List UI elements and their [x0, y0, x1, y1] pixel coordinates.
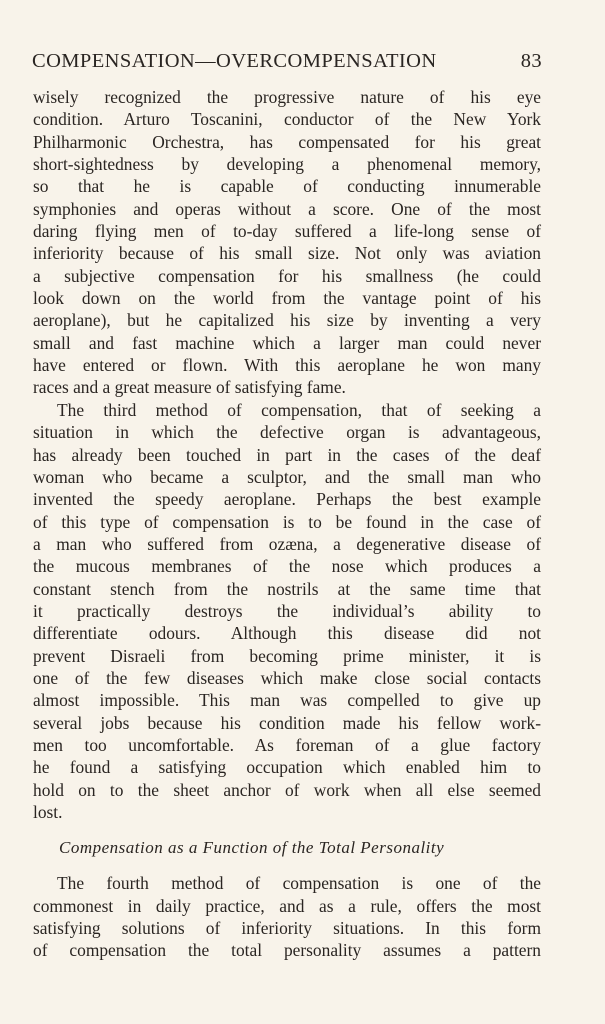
text-line: look down on the world from the vantage point of his [33, 288, 541, 309]
text-line: daring flying men of to-day suffered a life-long sense of [33, 221, 541, 242]
text-line: men too uncomfortable. As foreman of a glue factory [33, 734, 541, 755]
text-line: of compensation the total personality assumes a pattern [33, 940, 541, 961]
text-line: several jobs because his condition made his fellow work- [33, 712, 541, 733]
text-line: invented the speedy aeroplane. Perhaps the best example [33, 489, 541, 510]
text-line: commonest in daily practice, and as a rule, offers the most [33, 895, 541, 916]
text-line: one of the few diseases which make close social contacts [33, 667, 541, 688]
text-line: situation in which the defective organ is advantageous, [33, 422, 541, 443]
text-line: so that he is capable of conducting innumerable [33, 176, 541, 197]
text-line: symphonies and operas without a score. One of the most [33, 198, 541, 219]
paragraph [33, 399, 541, 824]
text-line: inferiority because of his small size. Not only was aviation [33, 243, 541, 264]
text-line: lost. [33, 802, 63, 822]
text-line: The third method of compensation, that of seeking a [57, 399, 541, 420]
text-line: races and a great measure of satisfying fame. [33, 377, 346, 398]
text-line: a man who suffered from ozæna, a degenerative disease of [33, 533, 541, 554]
text-line: woman who became a sculptor, and the small man who [33, 466, 541, 487]
paragraph [33, 86, 541, 399]
text-line: he found a satisfying occupation which enabled him to [33, 757, 541, 778]
page-number: 83 [520, 50, 542, 72]
text-line: wisely recognized the progressive nature of his eye [33, 87, 541, 107]
section-subheading: Compensation as a Function of the Total Personality [59, 838, 445, 858]
text-line: condition. Arturo Toscanini, conductor of the New York [33, 109, 541, 130]
text-line: differentiate odours. Although this disease did not [33, 623, 541, 644]
text-line: hold on to the sheet anchor of work when all else seemed [33, 779, 541, 800]
text-line: small and fast machine which a larger man could never [33, 332, 541, 353]
text-line: of this type of compensation is to be found in the case of [33, 511, 541, 532]
text-line: satisfying solutions of inferiority situations. In this form [33, 918, 541, 939]
text-line: almost impossible. This man was compelled to give up [33, 690, 541, 711]
text-line: Philharmonic Orchestra, has compensated for his great [33, 131, 541, 152]
text-line: aeroplane), but he capitalized his size by inventing a very [33, 310, 541, 331]
text-line: constant stench from the nostrils at the same time that [33, 578, 541, 599]
running-head-title: COMPENSATION—OVERCOMPENSATION [32, 50, 437, 72]
text-line: have entered or flown. With this aeroplane he won many [33, 355, 541, 376]
text-line: a subjective compensation for his smallness (he could [33, 265, 541, 286]
running-head [32, 50, 542, 78]
text-line: prevent Disraeli from becoming prime minister, it is [33, 645, 541, 666]
text-line: it practically destroys the individual’s ability to [33, 600, 541, 621]
text-line: The fourth method of compensation is one of the [57, 873, 541, 894]
text-line: the mucous membranes of the nose which produces a [33, 556, 541, 577]
text-line: short-sightedness by developing a phenomenal memory, [33, 154, 541, 175]
paragraph [33, 872, 541, 961]
text-line: has already been touched in part in the cases of the deaf [33, 444, 541, 465]
body-text [33, 86, 541, 962]
